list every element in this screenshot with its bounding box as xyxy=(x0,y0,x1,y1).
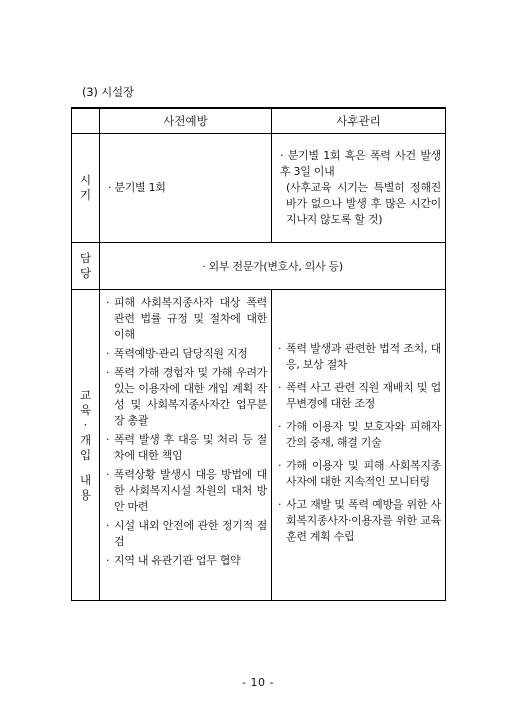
timing-aftercare-text: · 분기별 1회 혹은 폭력 사건 발생 후 3일 이내 xyxy=(280,149,441,178)
list-item: · 폭력 사고 관련 직원 재배치 및 업무변경에 대한 조정 xyxy=(278,380,441,410)
responsible-label: 담 당 xyxy=(72,243,100,290)
education-label: 교 육 · 개 입 내 용 xyxy=(72,290,100,601)
education-aftercare-list xyxy=(272,337,445,554)
timing-prevention-text: · 분기별 1회 xyxy=(108,181,166,194)
responsible-value: · 외부 전문가(변호사, 의사 등) xyxy=(100,243,446,290)
list-item: · 폭력예방·관리 담당직원 지정 xyxy=(106,347,248,360)
list-item: · 폭력 가해 경험자 및 가해 우려가 있는 이용자에 대한 개입 계획 작성 및 사회복지종사자간 업무분장 총괄 xyxy=(106,366,267,427)
timing-aftercare-cell xyxy=(272,134,446,243)
header-prevention: 사전예방 xyxy=(100,108,272,134)
page-number: - 10 - xyxy=(242,676,274,689)
header-aftercare: 사후관리 xyxy=(272,108,446,134)
timing-label: 시 기 xyxy=(72,134,100,243)
list-item: · 지역 내 유관기관 업무 협약 xyxy=(106,554,241,567)
list-item: · 피해 사회복지종사자 대상 폭력관련 법률 규정 및 절차에 대한 이해 xyxy=(106,296,267,341)
section-heading: (3) 시설장 xyxy=(82,85,134,99)
education-prevention-list xyxy=(100,290,271,574)
timing-aftercare-note: (사후교육 시기는 특별히 정해진바가 없으나 발생 후 많은 시간이 지나지 않도록 할 것) xyxy=(286,181,441,226)
responsible-row xyxy=(72,243,446,290)
education-aftercare-cell xyxy=(272,290,446,601)
facility-head-table xyxy=(71,107,446,601)
education-prevention-cell xyxy=(100,290,272,601)
timing-row xyxy=(72,134,446,243)
timing-prevention-cell xyxy=(100,134,272,243)
table-header-row xyxy=(72,108,446,134)
list-item: · 폭력 발생 후 대응 및 처리 등 절차에 대한 책임 xyxy=(106,433,267,462)
list-item: · 사고 재발 및 폭력 예방을 위한 사회복지종사자·이용자를 위한 교육훈련 계획 수립 xyxy=(278,497,441,543)
list-item: · 시설 내외 안전에 관한 정기적 점검 xyxy=(106,519,267,548)
list-item: · 폭력 발생과 관련한 법적 조치, 대응, 보상 절차 xyxy=(278,341,441,371)
list-item: · 가해 이용자 및 피해 사회복지종사자에 대한 지속적인 모니터링 xyxy=(278,458,441,488)
list-item: · 가해 이용자 및 보호자와 피해자간의 중재, 해결 기술 xyxy=(278,419,441,449)
list-item: · 폭력상황 발생시 대응 방법에 대한 사회복지시설 차원의 대처 방안 마련 xyxy=(106,468,267,513)
header-blank-cell xyxy=(72,108,100,134)
education-row xyxy=(72,290,446,601)
